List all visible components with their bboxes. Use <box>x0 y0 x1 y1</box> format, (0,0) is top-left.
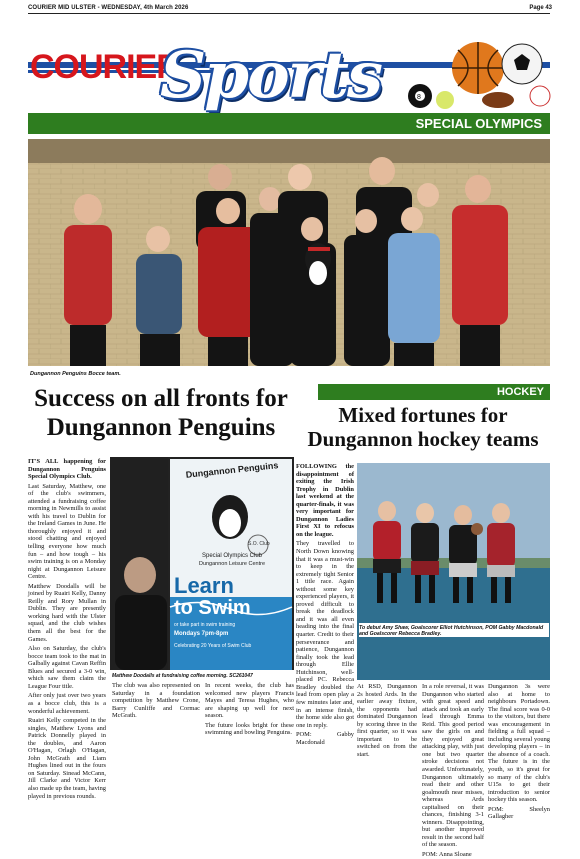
article2-para: POM: Anna Sloane <box>422 851 472 859</box>
masthead-courier: COURIER <box>30 48 180 86</box>
article1-column2 <box>112 682 200 732</box>
article2-para: POM: Gabby Macdonald <box>296 731 354 746</box>
article2-column1 <box>296 463 354 746</box>
poster-to-swim: to Swim <box>174 597 251 619</box>
article1-para: Matthew Doodalls will be joined by Ruairi Kelly, Danny Reilly and Rory Mullan in Dublin. They are presently working hard with the Ulster squad, and the club wishes them all the best for the Games. <box>28 582 106 643</box>
hockey-photo-caption: To debut Amy Shaw, Goalscorer Elliot Hutchinson, POM Gabby Macdonald and Goalscorer Rebecca Bradley. <box>359 623 549 637</box>
article2-column3 <box>422 683 484 859</box>
article1-para: The future looks bright for these swimming and bowling Penguins. <box>205 721 294 737</box>
photo1-caption: Dungannon Penguins Bocce team. <box>30 371 121 377</box>
poster-caption: Matthew Doodalls at fundraising coffee morning. SC261047 <box>112 673 253 679</box>
article2-column2 <box>357 683 417 758</box>
article1-para: Last Saturday, Matthew, one of the club's swimmers, attended a fundraising coffee morning in Newmills to assist with his travel to Dublin for the Ireland Games in June. He thoroughly enjoyed it and stood chatting and enjoyed telling everyone how much fun – and how tough – his swim training is on a Monday night at Dungannon Leisure Centre. <box>28 482 106 581</box>
article1-para: Ruairi Kelly competed in the singles, Matthew Lyons and Patrick Donnelly played in the doubles, and Aaron O'Hagan, Orlagh O'Hagan, John McGrath and Liam Hughes lined out in the fours on Saturday. Sinead McCann, Jill Clarke and Victor Kerr also made up the team, having played in previous rounds. <box>28 717 106 800</box>
poster-when: Mondays 7pm-8pm <box>174 631 229 637</box>
section-title: SPECIAL OLYMPICS <box>415 116 542 131</box>
poster-sub1: Special Olympics Club <box>201 553 263 559</box>
hockey-label: HOCKEY <box>496 386 544 398</box>
poster-badge: S.O. Club <box>248 541 270 547</box>
hockey-band <box>318 384 550 400</box>
article2-para: They travelled to North Down knowing that it was a must-win to keep in the extremely tight Senior 1 title race. Again without some key experienced players, it proved difficult to break the deadlock and it was all even heading into the final quarter. Credit to their perseverance and patience, Dungannon finally took the lead through Ellie Hutchinson, well-placed PC. Rebecca Bradley doubled the lead from open play a few minutes later and, in an intense finish, the home side also got one in reply. <box>296 540 354 729</box>
masthead-sports: Sports <box>160 38 381 113</box>
article1-para: In recent weeks, the club has welcomed new players Francis Mayes and Teresa Hughes, who are shaping up well for next season. <box>205 682 294 720</box>
article1-para: Also on Saturday, the club's bocce team took to the mat in Galbally against Cavan Reffin Blues and secured a 3-0 win, which saw them claim the League Four title. <box>28 645 106 690</box>
poster-small-text: or take part in swim training <box>174 622 236 628</box>
hockey-team-photo <box>357 463 550 680</box>
article1-headline: Success on all fronts for Dungannon Penguins <box>34 385 288 441</box>
article2-para: POM: Sheelyn Gallagher <box>488 805 550 821</box>
section-band <box>28 113 550 134</box>
article1-column3 <box>205 682 294 737</box>
page-number: Page 43 <box>529 5 552 11</box>
svg-text:8: 8 <box>417 94 421 101</box>
newspaper-header: COURIER MID ULSTER - WEDNESDAY, 4th March 2026 <box>28 5 189 11</box>
article2-lead: FOLLOWING the disappointment of exiting the Irish Trophy in Dublin last weekend at the quarter-finals, it was very important for Dungannon Ladies First XI to refocus on the league. <box>296 463 354 538</box>
article1-para: After only just over two years as a bocce club, this is a wonderful achievement. <box>28 692 106 715</box>
article2-para: In a role reversal, it was Dungannon who started with great speed and attack and took an early lead through Emma Reid. This good period saw the girls on and they enjoyed great attacking play, with just one but two quarter stroke decisions not awarded. Unfortunately, Dungannon ultimately read their and other goalmouth near misses, whereas Ards capitalised on their chances, finishing 3-1 winners. Disappointing, but another improved result in the second half of the season. <box>422 683 484 849</box>
poster-club-name: Dungannon Penguins <box>185 460 279 480</box>
article1-lead: IT'S ALL happening for Dungannon Penguins Special Olympics Club. <box>28 458 106 481</box>
poster-celebrating: Celebrating 20 Years of Swim Club <box>174 643 252 649</box>
article2-column4 <box>488 683 550 821</box>
bocce-team-photo <box>28 139 550 366</box>
article1-para: The club was also represented on Saturday in a foundation competition by Matthew Crone, Barry Cunliffe and Cormac McGrath. <box>112 682 200 720</box>
swim-poster-photo <box>110 457 294 670</box>
header-rule <box>28 13 550 14</box>
poster-sub2: Dungannon Leisure Centre <box>198 561 266 567</box>
sports-balls-icon <box>400 40 550 112</box>
article2-headline: Mixed fortunes for Dungannon hockey teams <box>307 403 539 452</box>
article2-para: At RSD, Dungannon 2s hosted Ards. In the earlier away fixture, the opponents had dominated Dungannon by scoring three in the first quarter, so it was important to be switched on from the start. <box>357 683 417 758</box>
poster-learn: Learn <box>174 573 234 598</box>
article2-para: Dungannon 3s were also at home to neighbours Portadown. The final score was 0-0 to the visitors, but there was encouragement in fielding a full squad – including several young developing players – in the absence of a coach. The future is in the youth, so it's great for so many of the club's U15s to get their introduction to senior hockey this season. <box>488 683 550 804</box>
article1-column1 <box>28 458 106 800</box>
